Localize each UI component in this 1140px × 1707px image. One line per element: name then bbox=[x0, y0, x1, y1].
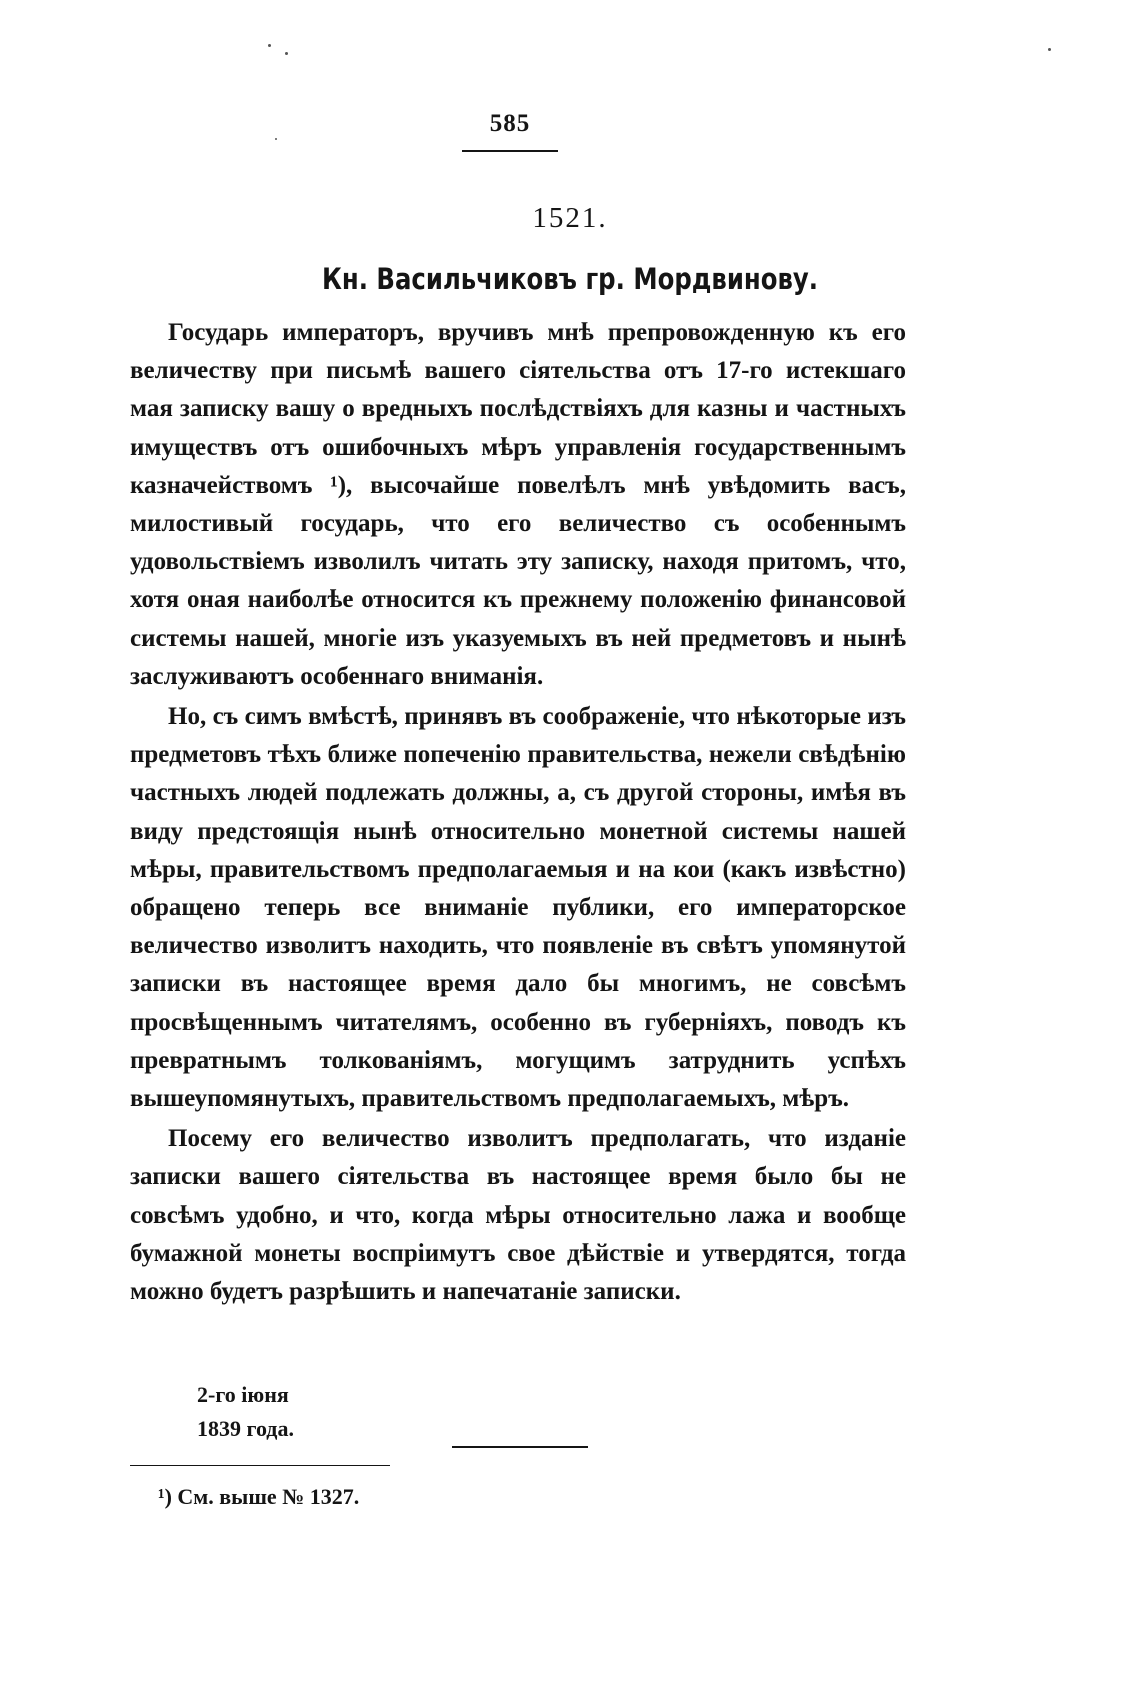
letter-title: Кн. Васильчиковъ гр. Мордвинову. bbox=[321, 262, 819, 296]
date-line-year: 1839 года. bbox=[197, 1416, 294, 1441]
footnote bbox=[158, 1484, 359, 1510]
scan-speck bbox=[268, 44, 271, 47]
paragraph-2: Но, съ симъ вмѣстѣ, принявъ въ соображеніе, что нѣкоторые изъ предметовъ тѣхъ ближе попеченію правительства, нежели свѣдѣнію частныхъ людей подлежать должны, а, съ другой стороны, имѣя въ виду предстоящія нынѣ относительно монетной системы нашей мѣры, правительствомъ предполагаемыя и на кои (какъ извѣстно) обращено теперь все вниманіе публики, его императорское величество изволитъ находить, что появленіе въ свѣтъ упомянутой записки въ настоящее время дало бы многимъ, не совсѣмъ просвѣщеннымъ читателямъ, особенно въ губерніяхъ, поводъ къ превратнымъ толкованіямъ, могущимъ затруднить успѣхъ вышеупомянутыхъ, правительствомъ предполагаемыхъ, мѣръ. bbox=[130, 703, 906, 1113]
end-of-document-rule bbox=[452, 1446, 588, 1448]
footnote-separator bbox=[130, 1465, 390, 1466]
page-number-underline bbox=[462, 150, 558, 152]
footnote-text: См. выше № 1327. bbox=[177, 1484, 360, 1509]
scan-speck bbox=[275, 138, 277, 140]
scan-speck bbox=[1048, 48, 1051, 51]
date-line-day: 2-го іюня bbox=[197, 1382, 289, 1407]
letter-body bbox=[130, 314, 906, 1313]
letter-date bbox=[197, 1378, 294, 1446]
footnote-marker: ¹) bbox=[158, 1484, 172, 1509]
paragraph-3: Посему его величество изволитъ предполагать, что изданіе записки вашего сіятельства въ настоящее время было бы не совсѣмъ удобно, и что, когда мѣры относительно лажа и вообще бумажной монеты воспріимутъ свое дѣйствіе и утвердятся, тогда можно будетъ разрѣшить и напечатаніе записки. bbox=[130, 1125, 906, 1306]
document-number: 1521. bbox=[532, 202, 608, 234]
paragraph-1: Государь императоръ, вручивъ мнѣ препровожденную къ его величеству при письмѣ вашего сіятельства отъ 17-го истекшаго мая записку вашу о вредныхъ послѣдствіяхъ для казны и частныхъ имуществъ отъ ошибочныхъ мѣръ управленія государственнымъ казначействомъ ¹), высочайше повелѣлъ мнѣ увѣдомить васъ, милостивый государь, что его величество съ особеннымъ удовольствіемъ изволилъ читать эту записку, находя притомъ, что, хотя оная наиболѣе относится къ прежнему положенію финансовой системы нашей, многіе изъ указуемыхъ въ ней предметовъ и нынѣ заслуживаютъ особеннаго вниманія. bbox=[130, 319, 906, 690]
page-number: 585 bbox=[489, 110, 531, 137]
scan-speck bbox=[285, 52, 288, 55]
